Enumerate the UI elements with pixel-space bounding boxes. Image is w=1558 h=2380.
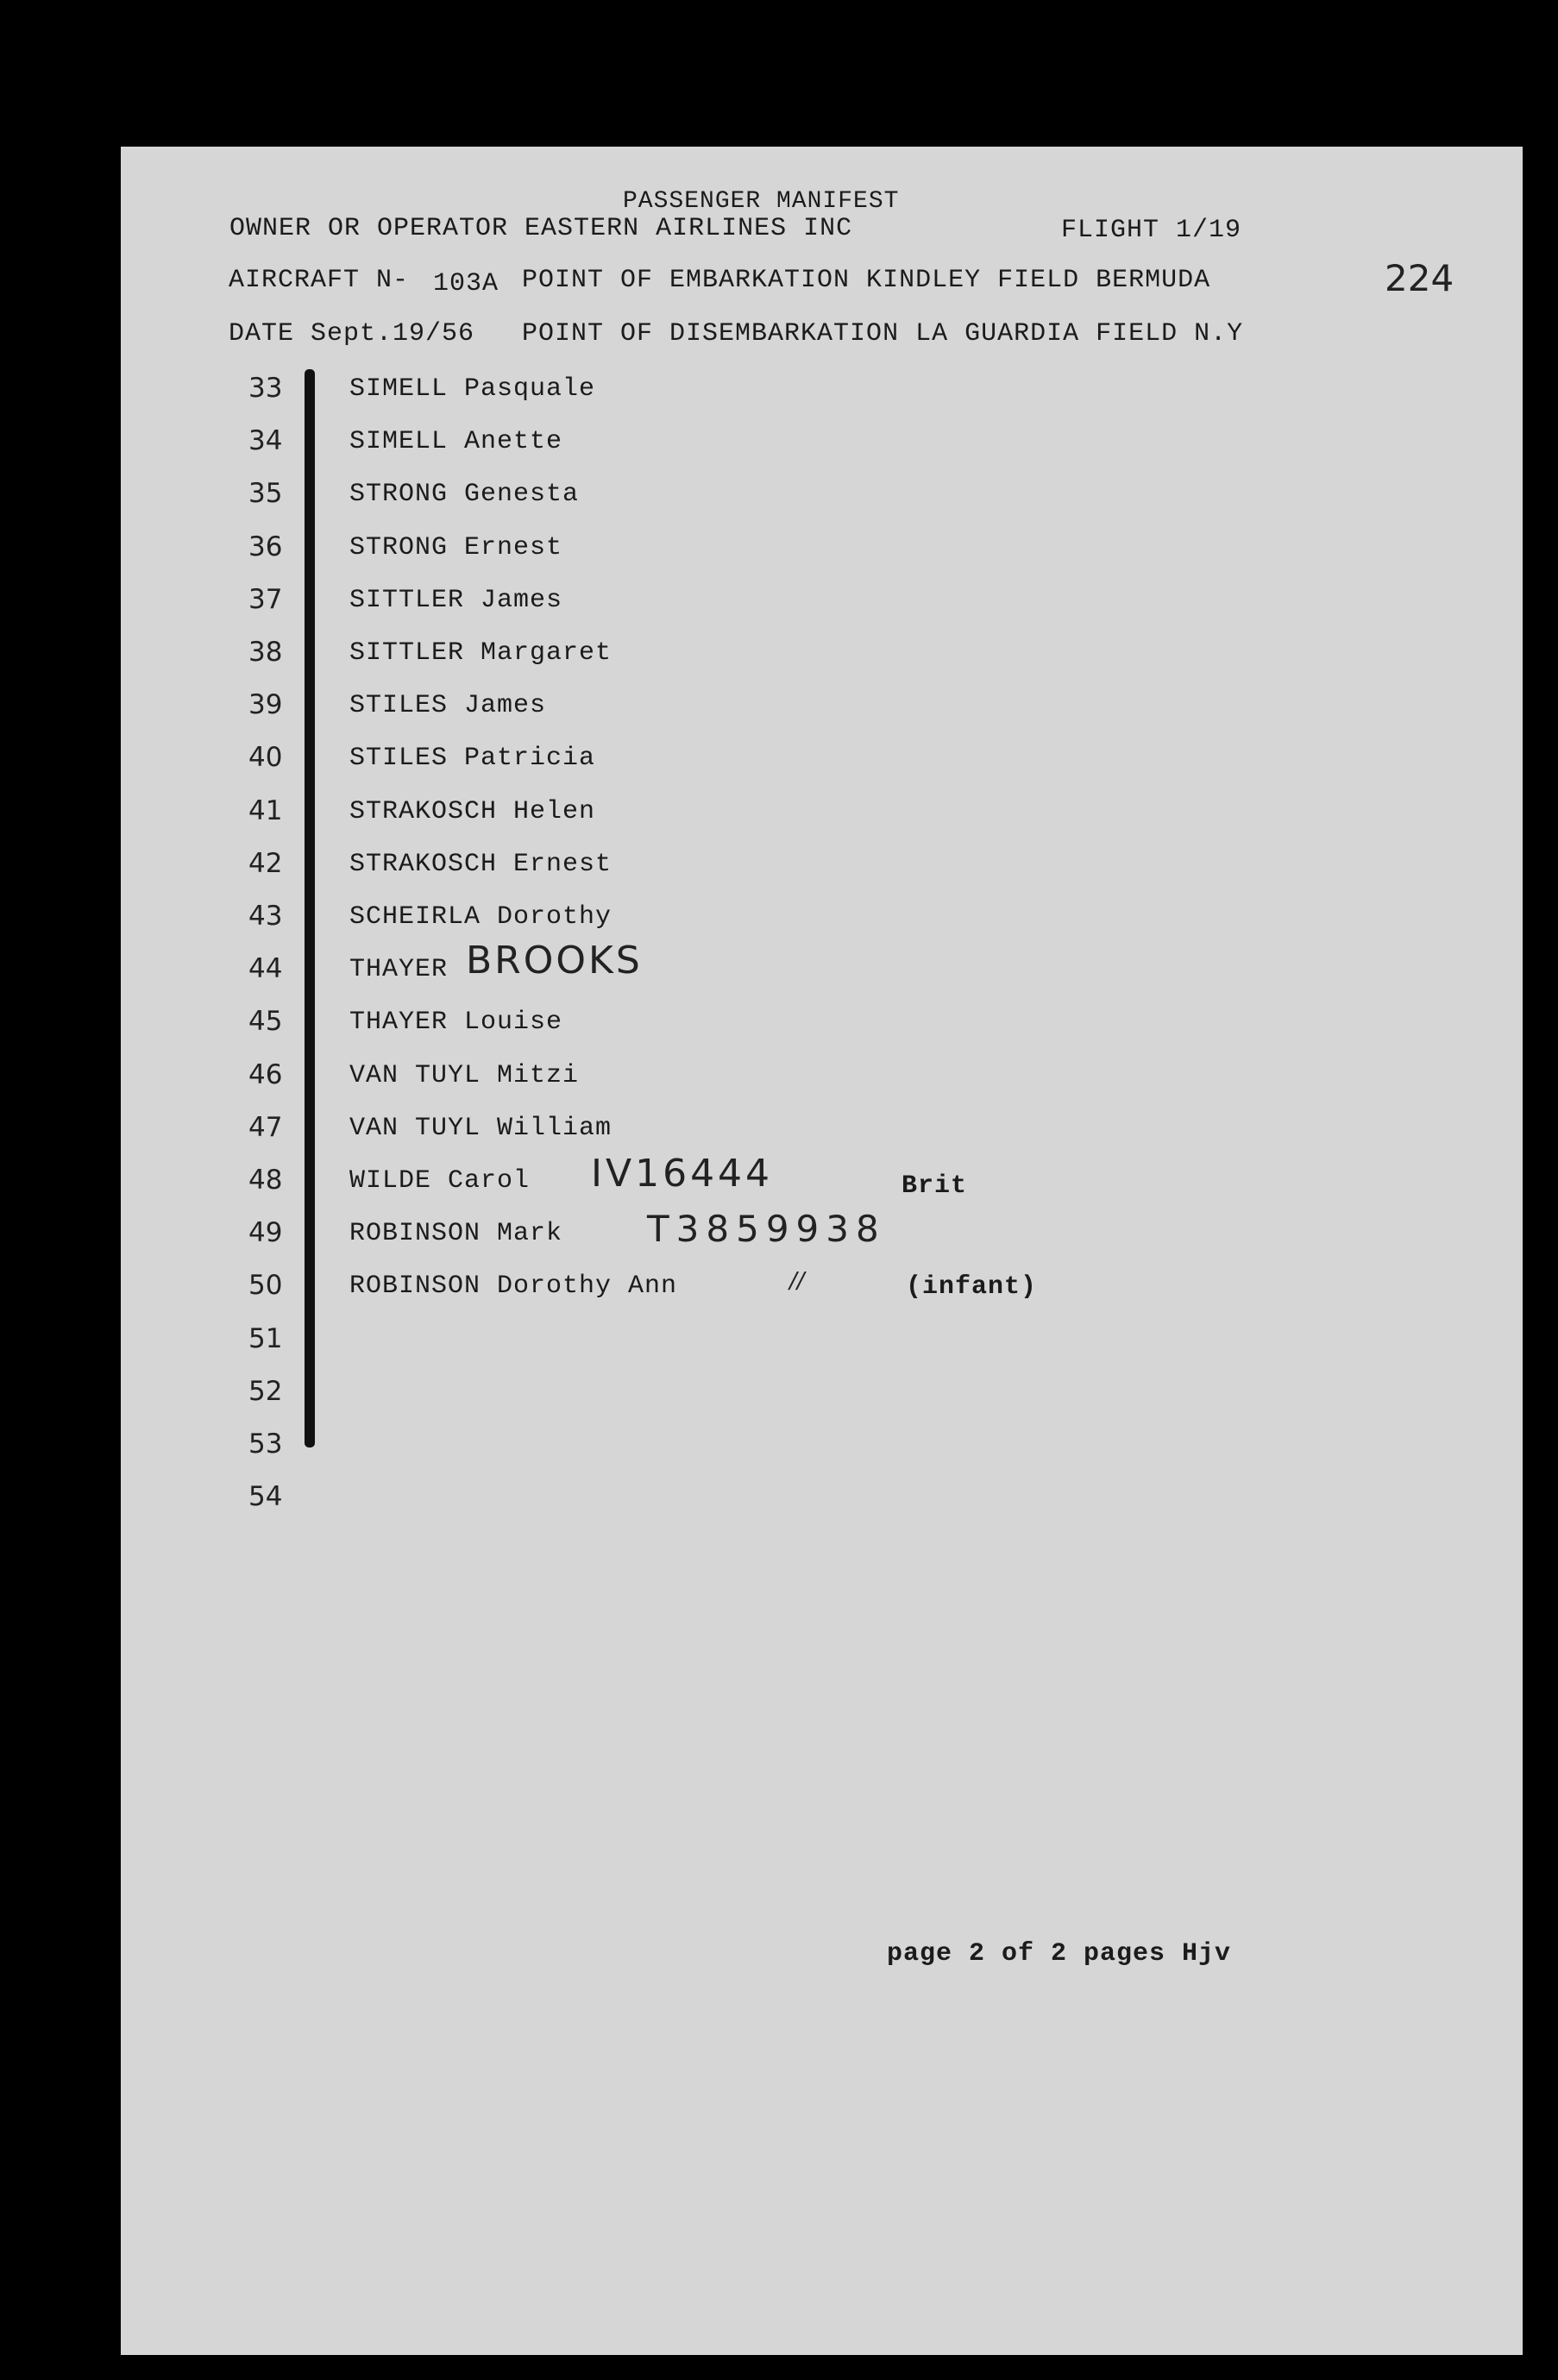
passenger-name: STRONG Genesta: [349, 480, 580, 509]
handwritten-bracket-line: [305, 369, 315, 1447]
row-number: 33: [248, 373, 283, 404]
passenger-name: VAN TUYL William: [349, 1114, 613, 1143]
nationality-48: Brit: [902, 1171, 968, 1201]
owner-operator: OWNER OR OPERATOR EASTERN AIRLINES INC: [229, 214, 853, 243]
aircraft-label: AIRCRAFT N-: [229, 266, 410, 295]
row-number: 35: [248, 478, 283, 509]
passenger-name: THAYER: [349, 955, 449, 984]
row-number: 37: [248, 584, 283, 615]
row-number: 52: [248, 1376, 283, 1407]
passenger-name: STILES Patricia: [349, 744, 596, 773]
page-footer: page 2 of 2 pages Hjv: [887, 1939, 1232, 1969]
manifest-sheet: [121, 147, 1523, 2355]
page-number: 224: [1385, 257, 1454, 299]
row-number: 48: [248, 1165, 283, 1196]
row-number: 51: [248, 1323, 283, 1354]
aircraft-number: 103A: [433, 269, 499, 298]
row-number: 40: [248, 742, 283, 773]
row-number: 38: [248, 637, 283, 668]
passenger-name: ROBINSON Mark: [349, 1219, 563, 1248]
ditto-mark-50: //: [789, 1268, 805, 1294]
handwritten-passport-48: IV16444: [591, 1152, 774, 1196]
passenger-name: SCHEIRLA Dorothy: [349, 902, 613, 932]
row-number: 54: [248, 1481, 283, 1512]
passenger-name: SITTLER Margaret: [349, 638, 613, 668]
handwritten-brooks: BROOKS: [466, 939, 643, 983]
passenger-name: WILDE Carol: [349, 1166, 531, 1196]
passenger-name: VAN TUYL Mitzi: [349, 1061, 580, 1090]
row-number: 41: [248, 795, 283, 826]
date-field: DATE Sept.19/56: [229, 319, 475, 349]
passenger-name: SIMELL Anette: [349, 427, 563, 456]
passenger-name: SIMELL Pasquale: [349, 374, 596, 404]
row-number: 53: [248, 1429, 283, 1460]
passenger-name: THAYER Louise: [349, 1008, 563, 1037]
passenger-name: STRAKOSCH Helen: [349, 797, 596, 826]
row-number: 36: [248, 531, 283, 562]
passenger-name: STRONG Ernest: [349, 533, 563, 562]
passenger-name: ROBINSON Dorothy Ann: [349, 1272, 678, 1301]
row-number: 49: [248, 1217, 283, 1248]
passenger-name: SITTLER James: [349, 586, 563, 615]
infant-note-50: (infant): [906, 1272, 1038, 1302]
embarkation-point: POINT OF EMBARKATION KINDLEY FIELD BERMUDA: [522, 266, 1211, 295]
manifest-title: PASSENGER MANIFEST: [623, 188, 900, 215]
row-number: 50: [248, 1270, 283, 1301]
row-number: 42: [248, 848, 283, 879]
row-number: 46: [248, 1059, 283, 1090]
row-number: 47: [248, 1112, 283, 1143]
row-number: 45: [248, 1006, 283, 1037]
flight-number: FLIGHT 1/19: [1061, 216, 1242, 245]
handwritten-passport-49: T3859938: [647, 1208, 886, 1250]
row-number: 44: [248, 953, 283, 984]
disembarkation-point: POINT OF DISEMBARKATION LA GUARDIA FIELD N.Y: [522, 319, 1244, 349]
passenger-name: STILES James: [349, 691, 547, 720]
passenger-name: STRAKOSCH Ernest: [349, 850, 613, 879]
row-number: 34: [248, 425, 283, 456]
row-number: 39: [248, 689, 283, 720]
row-number: 43: [248, 901, 283, 932]
